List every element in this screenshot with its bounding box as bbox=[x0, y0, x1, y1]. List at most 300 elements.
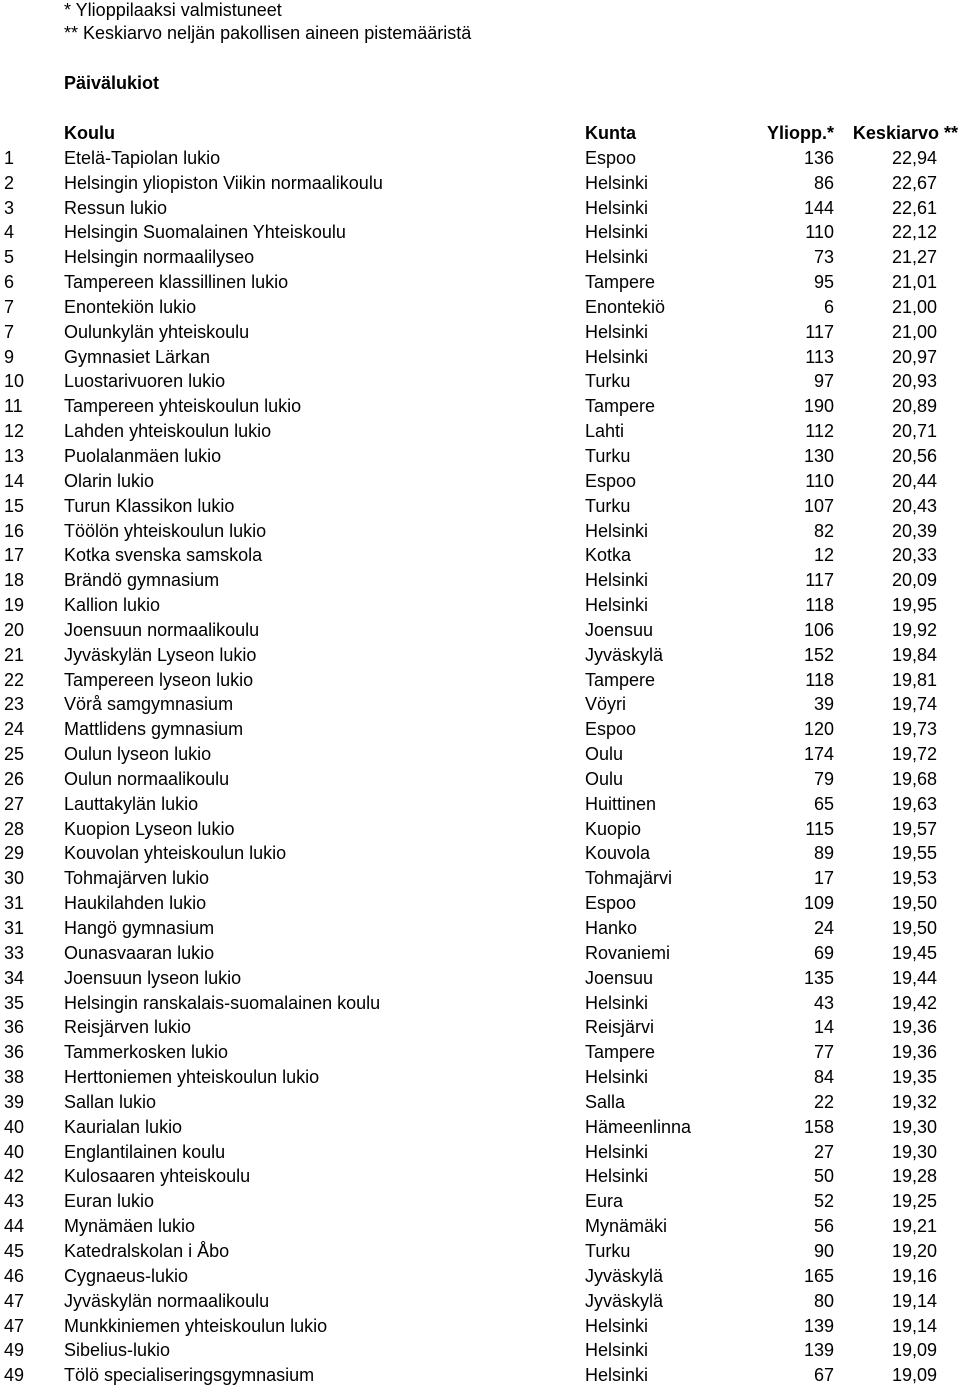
cell-rank: 24 bbox=[4, 719, 25, 740]
cell-city: Helsinki bbox=[585, 520, 649, 541]
table-row bbox=[0, 744, 960, 769]
cell-school: Enontekiön lukio bbox=[64, 296, 197, 317]
cell-graduates: 110 bbox=[805, 470, 834, 491]
table-row bbox=[0, 222, 960, 247]
table-row bbox=[0, 694, 960, 719]
cell-school: Olarin lukio bbox=[64, 470, 155, 491]
table-row bbox=[0, 322, 960, 347]
table-row bbox=[0, 819, 960, 844]
cell-rank: 28 bbox=[4, 818, 25, 839]
cell-graduates: 65 bbox=[813, 793, 834, 814]
cell-city: Espoo bbox=[585, 893, 637, 914]
cell-average: 20,97 bbox=[891, 346, 937, 367]
table-row bbox=[0, 595, 960, 620]
cell-average: 19,55 bbox=[891, 843, 937, 864]
cell-rank: 40 bbox=[4, 1116, 25, 1137]
cell-average: 19,50 bbox=[891, 893, 937, 914]
cell-graduates: 67 bbox=[813, 1365, 834, 1386]
cell-average: 20,44 bbox=[891, 470, 937, 491]
cell-graduates: 52 bbox=[813, 1191, 834, 1212]
cell-rank: 4 bbox=[4, 222, 15, 243]
cell-rank: 47 bbox=[4, 1290, 25, 1311]
cell-graduates: 139 bbox=[803, 1340, 834, 1361]
cell-graduates: 39 bbox=[813, 694, 834, 715]
cell-average: 19,35 bbox=[891, 1067, 937, 1088]
cell-school: Kuopion Lyseon lukio bbox=[64, 818, 235, 839]
cell-average: 19,09 bbox=[891, 1340, 937, 1361]
cell-city: Turku bbox=[585, 1240, 631, 1261]
cell-city: Jyväskylä bbox=[585, 1290, 664, 1311]
table-row bbox=[0, 1142, 960, 1167]
cell-city: Huittinen bbox=[585, 793, 657, 814]
cell-average: 20,71 bbox=[891, 421, 937, 442]
cell-rank: 49 bbox=[4, 1365, 25, 1386]
cell-average: 19,45 bbox=[891, 942, 937, 963]
cell-average: 19,68 bbox=[891, 768, 937, 789]
table-row bbox=[0, 645, 960, 670]
cell-graduates: 43 bbox=[813, 992, 834, 1013]
cell-school: Puolalanmäen lukio bbox=[64, 445, 222, 466]
cell-graduates: 56 bbox=[813, 1216, 834, 1237]
cell-school: Kotka svenska samskola bbox=[64, 545, 263, 566]
cell-city: Helsinki bbox=[585, 1166, 649, 1187]
cell-school: Jyväskylän Lyseon lukio bbox=[64, 644, 257, 665]
cell-city: Kouvola bbox=[585, 843, 651, 864]
table-row bbox=[0, 1191, 960, 1216]
cell-average: 20,56 bbox=[891, 445, 937, 466]
cell-rank: 47 bbox=[4, 1315, 25, 1336]
table-row bbox=[0, 471, 960, 496]
cell-average: 19,50 bbox=[891, 918, 937, 938]
cell-average: 21,00 bbox=[891, 296, 937, 317]
cell-graduates: 27 bbox=[813, 1141, 834, 1162]
cell-graduates: 190 bbox=[803, 396, 834, 417]
cell-average: 19,25 bbox=[891, 1191, 937, 1212]
table-row bbox=[0, 968, 960, 993]
cell-rank: 9 bbox=[4, 346, 15, 367]
cell-graduates: 89 bbox=[813, 843, 834, 864]
cell-school: Helsingin Suomalainen Yhteiskoulu bbox=[64, 222, 346, 243]
table-row bbox=[0, 843, 960, 868]
table-row bbox=[0, 993, 960, 1018]
cell-graduates: 117 bbox=[805, 321, 834, 342]
cell-city: Helsinki bbox=[585, 1141, 649, 1162]
cell-rank: 18 bbox=[4, 570, 25, 591]
cell-school: Reisjärven lukio bbox=[64, 1017, 192, 1038]
table-row bbox=[0, 893, 960, 918]
cell-graduates: 165 bbox=[803, 1265, 834, 1286]
cell-city: Helsinki bbox=[585, 1365, 649, 1386]
cell-school: Helsingin ranskalais-suomalainen koulu bbox=[64, 992, 381, 1013]
cell-school: Etelä-Tapiolan lukio bbox=[64, 147, 221, 168]
cell-graduates: 110 bbox=[805, 222, 834, 243]
cell-school: Kouvolan yhteiskoulun lukio bbox=[64, 843, 287, 864]
table-row bbox=[0, 446, 960, 471]
cell-graduates: 109 bbox=[803, 893, 834, 914]
cell-average: 19,84 bbox=[891, 644, 937, 665]
cell-school: Munkkiniemen yhteiskoulun lukio bbox=[64, 1315, 328, 1336]
cell-rank: 11 bbox=[4, 396, 23, 417]
cell-city: Joensuu bbox=[585, 619, 654, 640]
cell-school: Joensuun lyseon lukio bbox=[64, 967, 242, 988]
cell-city: Helsinki bbox=[585, 992, 649, 1013]
cell-rank: 29 bbox=[4, 843, 25, 864]
header-school: Koulu bbox=[64, 123, 115, 143]
cell-average: 22,94 bbox=[891, 147, 937, 168]
table-body bbox=[0, 148, 960, 1390]
table-row bbox=[0, 521, 960, 546]
table-row bbox=[0, 1365, 960, 1390]
table-row bbox=[0, 371, 960, 396]
cell-city: Helsinki bbox=[585, 570, 649, 591]
cell-rank: 14 bbox=[4, 470, 25, 491]
cell-rank: 20 bbox=[4, 619, 25, 640]
table-row bbox=[0, 769, 960, 794]
cell-school: Tammerkosken lukio bbox=[64, 1042, 229, 1063]
cell-average: 19,92 bbox=[891, 619, 937, 640]
cell-city: Espoo bbox=[585, 147, 637, 168]
cell-school: Luostarivuoren lukio bbox=[64, 371, 226, 392]
cell-city: Hämeenlinna bbox=[585, 1116, 692, 1137]
cell-average: 19,95 bbox=[891, 595, 937, 616]
cell-city: Turku bbox=[585, 495, 631, 516]
table-row bbox=[0, 198, 960, 223]
cell-rank: 21 bbox=[4, 644, 25, 665]
table-row bbox=[0, 545, 960, 570]
table-row bbox=[0, 868, 960, 893]
cell-average: 21,01 bbox=[891, 272, 937, 293]
header-graduates: Yliopp.* bbox=[767, 123, 834, 143]
cell-rank: 2 bbox=[4, 172, 15, 193]
cell-average: 19,32 bbox=[891, 1091, 937, 1112]
cell-rank: 7 bbox=[4, 296, 15, 317]
cell-graduates: 158 bbox=[803, 1116, 834, 1137]
cell-average: 19,36 bbox=[891, 1017, 937, 1038]
cell-city: Oulu bbox=[585, 744, 624, 765]
cell-rank: 38 bbox=[4, 1067, 25, 1088]
header-city: Kunta bbox=[585, 123, 636, 143]
cell-city: Helsinki bbox=[585, 172, 649, 193]
cell-school: Oulun lyseon lukio bbox=[64, 744, 212, 765]
header-average: Keskiarvo ** bbox=[852, 123, 958, 143]
cell-city: Helsinki bbox=[585, 197, 649, 218]
cell-city: Turku bbox=[585, 371, 631, 392]
cell-graduates: 135 bbox=[803, 967, 834, 988]
cell-school: Cygnaeus-lukio bbox=[64, 1265, 189, 1286]
cell-rank: 17 bbox=[4, 545, 25, 566]
cell-graduates: 17 bbox=[813, 868, 834, 889]
cell-rank: 39 bbox=[4, 1091, 25, 1112]
cell-school: Kaurialan lukio bbox=[64, 1116, 183, 1137]
cell-average: 20,09 bbox=[891, 570, 937, 591]
cell-average: 20,39 bbox=[891, 520, 937, 541]
cell-school: Herttoniemen yhteiskoulun lukio bbox=[64, 1067, 320, 1088]
cell-city: Vöyri bbox=[585, 694, 627, 715]
cell-city: Reisjärvi bbox=[585, 1017, 655, 1038]
table-row bbox=[0, 1340, 960, 1365]
cell-rank: 27 bbox=[4, 793, 25, 814]
cell-school: Ounasvaaran lukio bbox=[64, 942, 215, 963]
cell-city: Tampere bbox=[585, 272, 656, 293]
cell-graduates: 6 bbox=[823, 296, 834, 317]
cell-graduates: 73 bbox=[813, 247, 834, 268]
table-row bbox=[0, 272, 960, 297]
cell-rank: 23 bbox=[4, 694, 25, 715]
cell-rank: 5 bbox=[4, 247, 15, 268]
cell-graduates: 120 bbox=[803, 719, 834, 740]
footnote-average: ** Keskiarvo neljän pakollisen aineen pistemääristä bbox=[64, 23, 472, 43]
cell-graduates: 22 bbox=[813, 1091, 834, 1112]
cell-rank: 45 bbox=[4, 1240, 25, 1261]
table-row bbox=[0, 918, 960, 943]
cell-school: Englantilainen koulu bbox=[64, 1141, 226, 1162]
cell-graduates: 117 bbox=[805, 570, 834, 591]
cell-graduates: 118 bbox=[805, 669, 834, 690]
cell-city: Jyväskylä bbox=[585, 644, 664, 665]
table-row bbox=[0, 148, 960, 173]
cell-rank: 1 bbox=[4, 147, 15, 168]
cell-school: Lahden yhteiskoulun lukio bbox=[64, 421, 272, 442]
cell-average: 19,73 bbox=[891, 719, 937, 740]
cell-school: Jyväskylän normaalikoulu bbox=[64, 1290, 270, 1311]
cell-school: Ressun lukio bbox=[64, 197, 168, 218]
cell-average: 19,72 bbox=[891, 744, 937, 765]
cell-school: Brändö gymnasium bbox=[64, 570, 220, 591]
cell-rank: 3 bbox=[4, 197, 15, 218]
cell-school: Tampereen lyseon lukio bbox=[64, 669, 254, 690]
cell-graduates: 113 bbox=[805, 346, 834, 367]
cell-graduates: 24 bbox=[813, 918, 834, 938]
cell-average: 19,14 bbox=[891, 1315, 937, 1336]
cell-school: Oulunkylän yhteiskoulu bbox=[64, 321, 250, 342]
cell-average: 21,00 bbox=[891, 321, 937, 342]
cell-city: Helsinki bbox=[585, 595, 649, 616]
cell-average: 22,67 bbox=[891, 172, 937, 193]
cell-graduates: 14 bbox=[813, 1017, 834, 1038]
cell-graduates: 97 bbox=[813, 371, 834, 392]
section-title: Päivälukiot bbox=[64, 73, 160, 93]
cell-school: Helsingin normaalilyseo bbox=[64, 247, 255, 268]
cell-school: Gymnasiet Lärkan bbox=[64, 346, 211, 367]
table-row bbox=[0, 620, 960, 645]
table-row bbox=[0, 1216, 960, 1241]
cell-city: Tohmajärvi bbox=[585, 868, 673, 889]
cell-average: 19,36 bbox=[891, 1042, 937, 1063]
cell-school: Sallan lukio bbox=[64, 1091, 157, 1112]
cell-average: 19,81 bbox=[891, 669, 937, 690]
cell-city: Tampere bbox=[585, 1042, 656, 1063]
cell-graduates: 107 bbox=[803, 495, 834, 516]
cell-city: Helsinki bbox=[585, 1067, 649, 1088]
cell-graduates: 90 bbox=[813, 1240, 834, 1261]
cell-average: 19,30 bbox=[891, 1116, 937, 1137]
cell-graduates: 136 bbox=[803, 147, 834, 168]
cell-rank: 43 bbox=[4, 1191, 25, 1212]
cell-average: 19,30 bbox=[891, 1141, 937, 1162]
cell-school: Helsingin yliopiston Viikin normaalikoulu bbox=[64, 172, 383, 193]
cell-school: Hangö gymnasium bbox=[64, 918, 215, 938]
cell-city: Helsinki bbox=[585, 1315, 649, 1336]
table-row bbox=[0, 570, 960, 595]
table-row bbox=[0, 1092, 960, 1117]
cell-graduates: 174 bbox=[803, 744, 834, 765]
table-row bbox=[0, 1316, 960, 1341]
cell-graduates: 84 bbox=[813, 1067, 834, 1088]
cell-average: 19,74 bbox=[891, 694, 937, 715]
cell-rank: 13 bbox=[4, 445, 25, 466]
cell-rank: 15 bbox=[4, 495, 25, 516]
cell-city: Helsinki bbox=[585, 247, 649, 268]
cell-graduates: 82 bbox=[813, 520, 834, 541]
cell-school: Mattlidens gymnasium bbox=[64, 719, 244, 740]
cell-rank: 26 bbox=[4, 768, 25, 789]
cell-average: 22,12 bbox=[891, 222, 937, 243]
cell-school: Mynämäen lukio bbox=[64, 1216, 196, 1237]
cell-rank: 19 bbox=[4, 595, 25, 616]
cell-average: 19,42 bbox=[891, 992, 937, 1013]
cell-average: 19,14 bbox=[891, 1290, 937, 1311]
cell-city: Turku bbox=[585, 445, 631, 466]
cell-school: Katedralskolan i Åbo bbox=[64, 1240, 230, 1261]
cell-city: Helsinki bbox=[585, 222, 649, 243]
cell-rank: 16 bbox=[4, 520, 25, 541]
cell-rank: 25 bbox=[4, 744, 25, 765]
cell-graduates: 80 bbox=[813, 1290, 834, 1311]
cell-city: Espoo bbox=[585, 719, 637, 740]
cell-city: Helsinki bbox=[585, 346, 649, 367]
cell-graduates: 112 bbox=[805, 421, 834, 442]
cell-graduates: 86 bbox=[813, 172, 834, 193]
cell-average: 19,57 bbox=[891, 818, 937, 839]
cell-rank: 35 bbox=[4, 992, 25, 1013]
cell-school: Kallion lukio bbox=[64, 595, 161, 616]
cell-city: Eura bbox=[585, 1191, 624, 1212]
table-row bbox=[0, 1241, 960, 1266]
cell-average: 19,16 bbox=[891, 1265, 937, 1286]
cell-city: Salla bbox=[585, 1091, 626, 1112]
cell-city: Jyväskylä bbox=[585, 1265, 664, 1286]
cell-average: 20,33 bbox=[891, 545, 937, 566]
cell-school: Oulun normaalikoulu bbox=[64, 768, 230, 789]
cell-city: Mynämäki bbox=[585, 1216, 668, 1237]
cell-city: Kotka bbox=[585, 545, 632, 566]
cell-city: Tampere bbox=[585, 396, 656, 417]
footnote-graduates: * Ylioppilaaksi valmistuneet bbox=[64, 0, 282, 20]
cell-school: Vörå samgymnasium bbox=[64, 694, 234, 715]
cell-rank: 12 bbox=[4, 421, 25, 442]
cell-average: 20,93 bbox=[891, 371, 937, 392]
cell-average: 22,61 bbox=[891, 197, 937, 218]
cell-graduates: 79 bbox=[813, 768, 834, 789]
cell-school: Tohmajärven lukio bbox=[64, 868, 210, 889]
cell-graduates: 139 bbox=[803, 1315, 834, 1336]
cell-city: Espoo bbox=[585, 470, 637, 491]
cell-graduates: 12 bbox=[813, 545, 834, 566]
cell-rank: 36 bbox=[4, 1017, 25, 1038]
table-row bbox=[0, 297, 960, 322]
cell-graduates: 50 bbox=[813, 1166, 834, 1187]
cell-average: 19,28 bbox=[891, 1166, 937, 1187]
table-row bbox=[0, 1266, 960, 1291]
cell-city: Hanko bbox=[585, 918, 638, 938]
cell-rank: 46 bbox=[4, 1265, 25, 1286]
cell-rank: 22 bbox=[4, 669, 25, 690]
cell-city: Tampere bbox=[585, 669, 656, 690]
table-row bbox=[0, 421, 960, 446]
cell-school: Kulosaaren yhteiskoulu bbox=[64, 1166, 251, 1187]
cell-school: Lauttakylän lukio bbox=[64, 793, 199, 814]
table-row bbox=[0, 1067, 960, 1092]
table-row bbox=[0, 1042, 960, 1067]
cell-graduates: 69 bbox=[813, 942, 834, 963]
cell-average: 20,43 bbox=[891, 495, 937, 516]
cell-graduates: 77 bbox=[813, 1042, 834, 1063]
table-header bbox=[0, 123, 960, 148]
cell-school: Tampereen klassillinen lukio bbox=[64, 272, 289, 293]
cell-average: 19,20 bbox=[891, 1240, 937, 1261]
cell-graduates: 144 bbox=[803, 197, 834, 218]
cell-rank: 42 bbox=[4, 1166, 25, 1187]
ranking-table bbox=[0, 123, 960, 1390]
cell-city: Joensuu bbox=[585, 967, 654, 988]
cell-rank: 31 bbox=[4, 893, 25, 914]
table-row bbox=[0, 719, 960, 744]
cell-school: Tölö specialiseringsgymnasium bbox=[64, 1365, 315, 1386]
cell-school: Turun Klassikon lukio bbox=[64, 495, 235, 516]
cell-rank: 30 bbox=[4, 868, 25, 889]
cell-school: Tampereen yhteiskoulun lukio bbox=[64, 396, 302, 417]
cell-school: Sibelius-lukio bbox=[64, 1340, 171, 1361]
cell-graduates: 152 bbox=[803, 644, 834, 665]
table-row bbox=[0, 173, 960, 198]
cell-graduates: 118 bbox=[805, 595, 834, 616]
cell-rank: 7 bbox=[4, 321, 15, 342]
cell-average: 19,63 bbox=[891, 793, 937, 814]
table-row bbox=[0, 347, 960, 372]
table-row bbox=[0, 1117, 960, 1142]
table-row bbox=[0, 396, 960, 421]
cell-average: 19,44 bbox=[891, 967, 937, 988]
table-row bbox=[0, 794, 960, 819]
cell-city: Rovaniemi bbox=[585, 942, 671, 963]
cell-average: 21,27 bbox=[891, 247, 937, 268]
cell-graduates: 106 bbox=[803, 619, 834, 640]
cell-rank: 40 bbox=[4, 1141, 25, 1162]
cell-average: 19,21 bbox=[891, 1216, 937, 1237]
cell-school: Euran lukio bbox=[64, 1191, 155, 1212]
table-row bbox=[0, 1017, 960, 1042]
cell-city: Kuopio bbox=[585, 818, 642, 839]
table-row bbox=[0, 943, 960, 968]
cell-average: 20,89 bbox=[891, 396, 937, 417]
cell-average: 19,09 bbox=[891, 1365, 937, 1386]
table-row bbox=[0, 670, 960, 695]
cell-graduates: 130 bbox=[803, 445, 834, 466]
cell-rank: 10 bbox=[4, 371, 25, 392]
cell-average: 19,53 bbox=[891, 868, 937, 889]
cell-city: Oulu bbox=[585, 768, 624, 789]
table-row bbox=[0, 1291, 960, 1316]
cell-rank: 6 bbox=[4, 272, 15, 293]
cell-graduates: 115 bbox=[805, 818, 834, 839]
table-row bbox=[0, 247, 960, 272]
cell-city: Lahti bbox=[585, 421, 625, 442]
cell-school: Joensuun normaalikoulu bbox=[64, 619, 260, 640]
cell-rank: 44 bbox=[4, 1216, 25, 1237]
cell-graduates: 95 bbox=[813, 272, 834, 293]
cell-rank: 31 bbox=[4, 918, 25, 938]
table-row bbox=[0, 496, 960, 521]
